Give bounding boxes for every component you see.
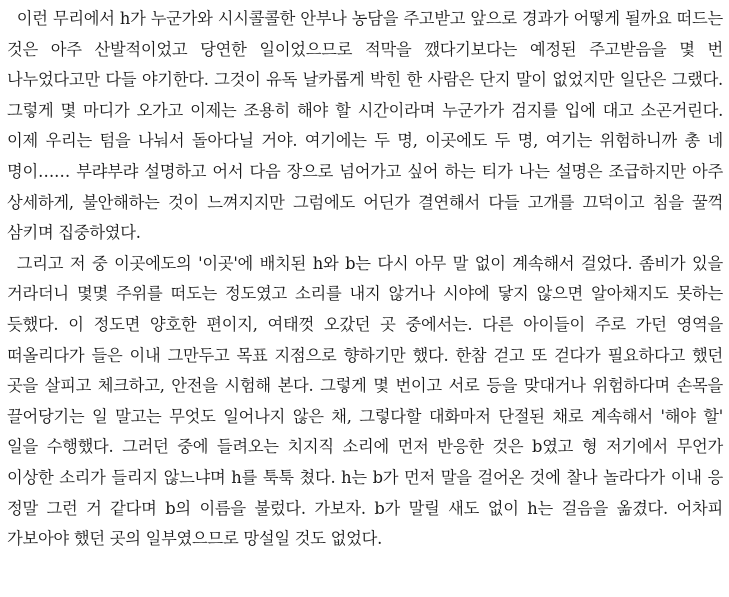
body-paragraph-1: 이런 무리에서 h가 누군가와 시시콜콜한 안부나 농담을 주고받고 앞으로 경과가 어떻게 될까요 떠드는 것은 아주 산발적이었고 당연한 일이었으므로 적막을 깼다기보다는 예정된 주고받음을 몇 번 나누었다고만 다들 야기한다. 그것이 유독 날카롭게 박힌 한 사람은 단지 말이 없었지만 일단은 그랬다. 그렇게 몇 마디가 오가고 이제는 조용히 해야 할 시간이라며 누군가가 검지를 입에 대고 소곤거린다. 이제 우리는 텀을 나눠서 돌아다닐 거야. 여기에는 두 명, 이곳에도 두 명, 여기는 위험하니까 총 네 명이…… 부랴부랴 설명하고 어서 다음 장으로 넘어가고 싶어 하는 티가 나는 설명은 조급하지만 아주 상세하게, 불안해하는 것이 느껴지지만 그럼에도 어딘가 결연해서 다들 고개를 끄덕이고 침을 꿀꺽 삼키며 집중하였다. xyxy=(7,9,723,243)
body-paragraph-2: 그리고 저 중 이곳에도의 '이곳'에 배치된 h와 b는 다시 아무 말 없이 계속해서 걸었다. 좀비가 있을 거라더니 몇몇 주위를 떠도는 정도였고 소리를 내지 않거나 시야에 닿지 않으면 알아채지도 못하는 듯했다. 이 정도면 양호한 편이지, 여태껏 오갔던 곳 중에서는. 다른 아이들이 주로 가던 영역을 떠올리다가 들은 이내 그만두고 목표 지점으로 향하기만 했다. 한참 걷고 또 걷다가 필요하다고 했던 곳을 살피고 체크하고, 안전을 시험해 본다. 그렇게 몇 번이고 서로 등을 맞대거나 위험하다며 손목을 끌어당기는 일 말고는 무엇도 일어나지 않은 채, 그렇다할 대화마저 단절된 채로 계속해서 '해야 할' 일을 수행했다. 그러던 중에 들려오는 치지직 소리에 먼저 반응한 것은 b였고 형 저기에서 무언가 이상한 소리가 들리지 않느냐며 h를 툭툭 쳤다. h는 b가 먼저 말을 걸어온 것에 찰나 놀라다가 이내 응 정말 그런 거 같다며 b의 이름을 불렀다. 가보자. b가 말릴 새도 없이 h는 걸음을 옮겼다. 어차피 가보아야 했던 곳의 일부였으므로 망설일 것도 없었다. xyxy=(7,253,723,549)
